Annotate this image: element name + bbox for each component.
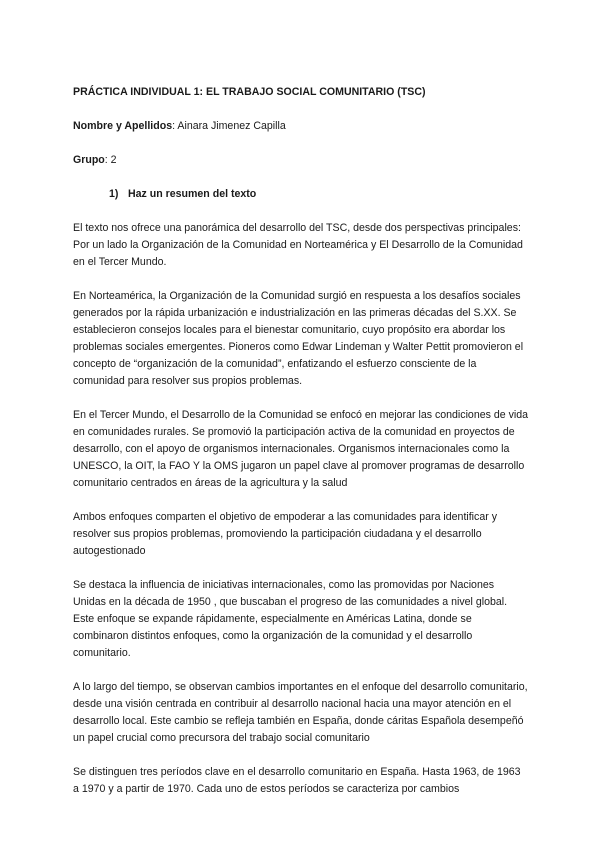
paragraph: A lo largo del tiempo, se observan cambios importantes en el enfoque del desarrollo comunitario, desde una visión centrada en contribuir al desarrollo nacional hacia una mayor atención en el desarrollo local. Este cambio se refleja también en España, donde cáritas Española desempeñó un papel crucial como precursora del trabajo social comunitario: [73, 681, 528, 744]
name-value: : Ainara Jimenez Capilla: [172, 120, 286, 132]
group-line: [73, 152, 529, 169]
question-text: Haz un resumen del texto: [127, 188, 257, 200]
paragraph: El texto nos ofrece una panorámica del desarrollo del TSC, desde dos perspectivas principales: Por un lado la Organización de la Comunidad en Norteamérica y El Desarrollo de la Comunidad en el Tercer Mundo.: [73, 222, 523, 268]
paragraph: Ambos enfoques comparten el objetivo de empoderar a las comunidades para identificar y resolver sus propios problemas, promoviendo la participación ciudadana y el desarrollo autogestionado: [73, 511, 497, 557]
question-number: 1): [109, 188, 119, 200]
paragraph: En Norteamérica, la Organización de la Comunidad surgió en respuesta a los desafíos sociales generados por la rápida urbanización e industrialización en las primeras décadas del S.XX. Se establecieron consejos locales para el bienestar comunitario, cuyo propósito era abordar los problemas sociales emergentes. Pioneros como Edwar Lindeman y Walter Pettit promovieron el concepto de “organización de la comunidad”, enfatizando el esfuerzo consciente de la comunidad para resolver sus propios problemas.: [73, 290, 524, 387]
group-value: : 2: [104, 154, 117, 166]
name-label: Nombre y Apellidos: [73, 120, 173, 132]
document-title: PRÁCTICA INDIVIDUAL 1: EL TRABAJO SOCIAL COMUNITARIO (TSC): [73, 86, 426, 98]
paragraph: Se distinguen tres períodos clave en el desarrollo comunitario en España. Hasta 1963, de 1963 a 1970 y a partir de 1970. Cada uno de estos períodos se caracteriza por cambios: [73, 766, 521, 795]
question-heading: [73, 186, 529, 203]
paragraph: En el Tercer Mundo, el Desarrollo de la Comunidad se enfocó en mejorar las condiciones de vida en comunidades rurales. Se promovió la participación activa de la comunidad en proyectos de desarrollo, con el apoyo de organismos internacionales. Organismos internacionales como la UNESCO, la OIT, la FAO Y la OMS jugaron un papel clave al promover programas de desarrollo comunitario centrados en áreas de la agricultura y la salud: [73, 409, 528, 489]
group-label: Grupo: [73, 154, 105, 166]
document-body: [73, 84, 529, 815]
name-line: [73, 118, 529, 135]
paragraph: Se destaca la influencia de iniciativas internacionales, como las promovidas por Naciones Unidas en la década de 1950 , que buscaban el progreso de las comunidades a nivel global. Este enfoque se expande rápidamente, especialmente en Américas Latina, donde se combinaron distintos enfoques, como la organización de la comunidad y el desarrollo comunitario.: [73, 579, 508, 659]
